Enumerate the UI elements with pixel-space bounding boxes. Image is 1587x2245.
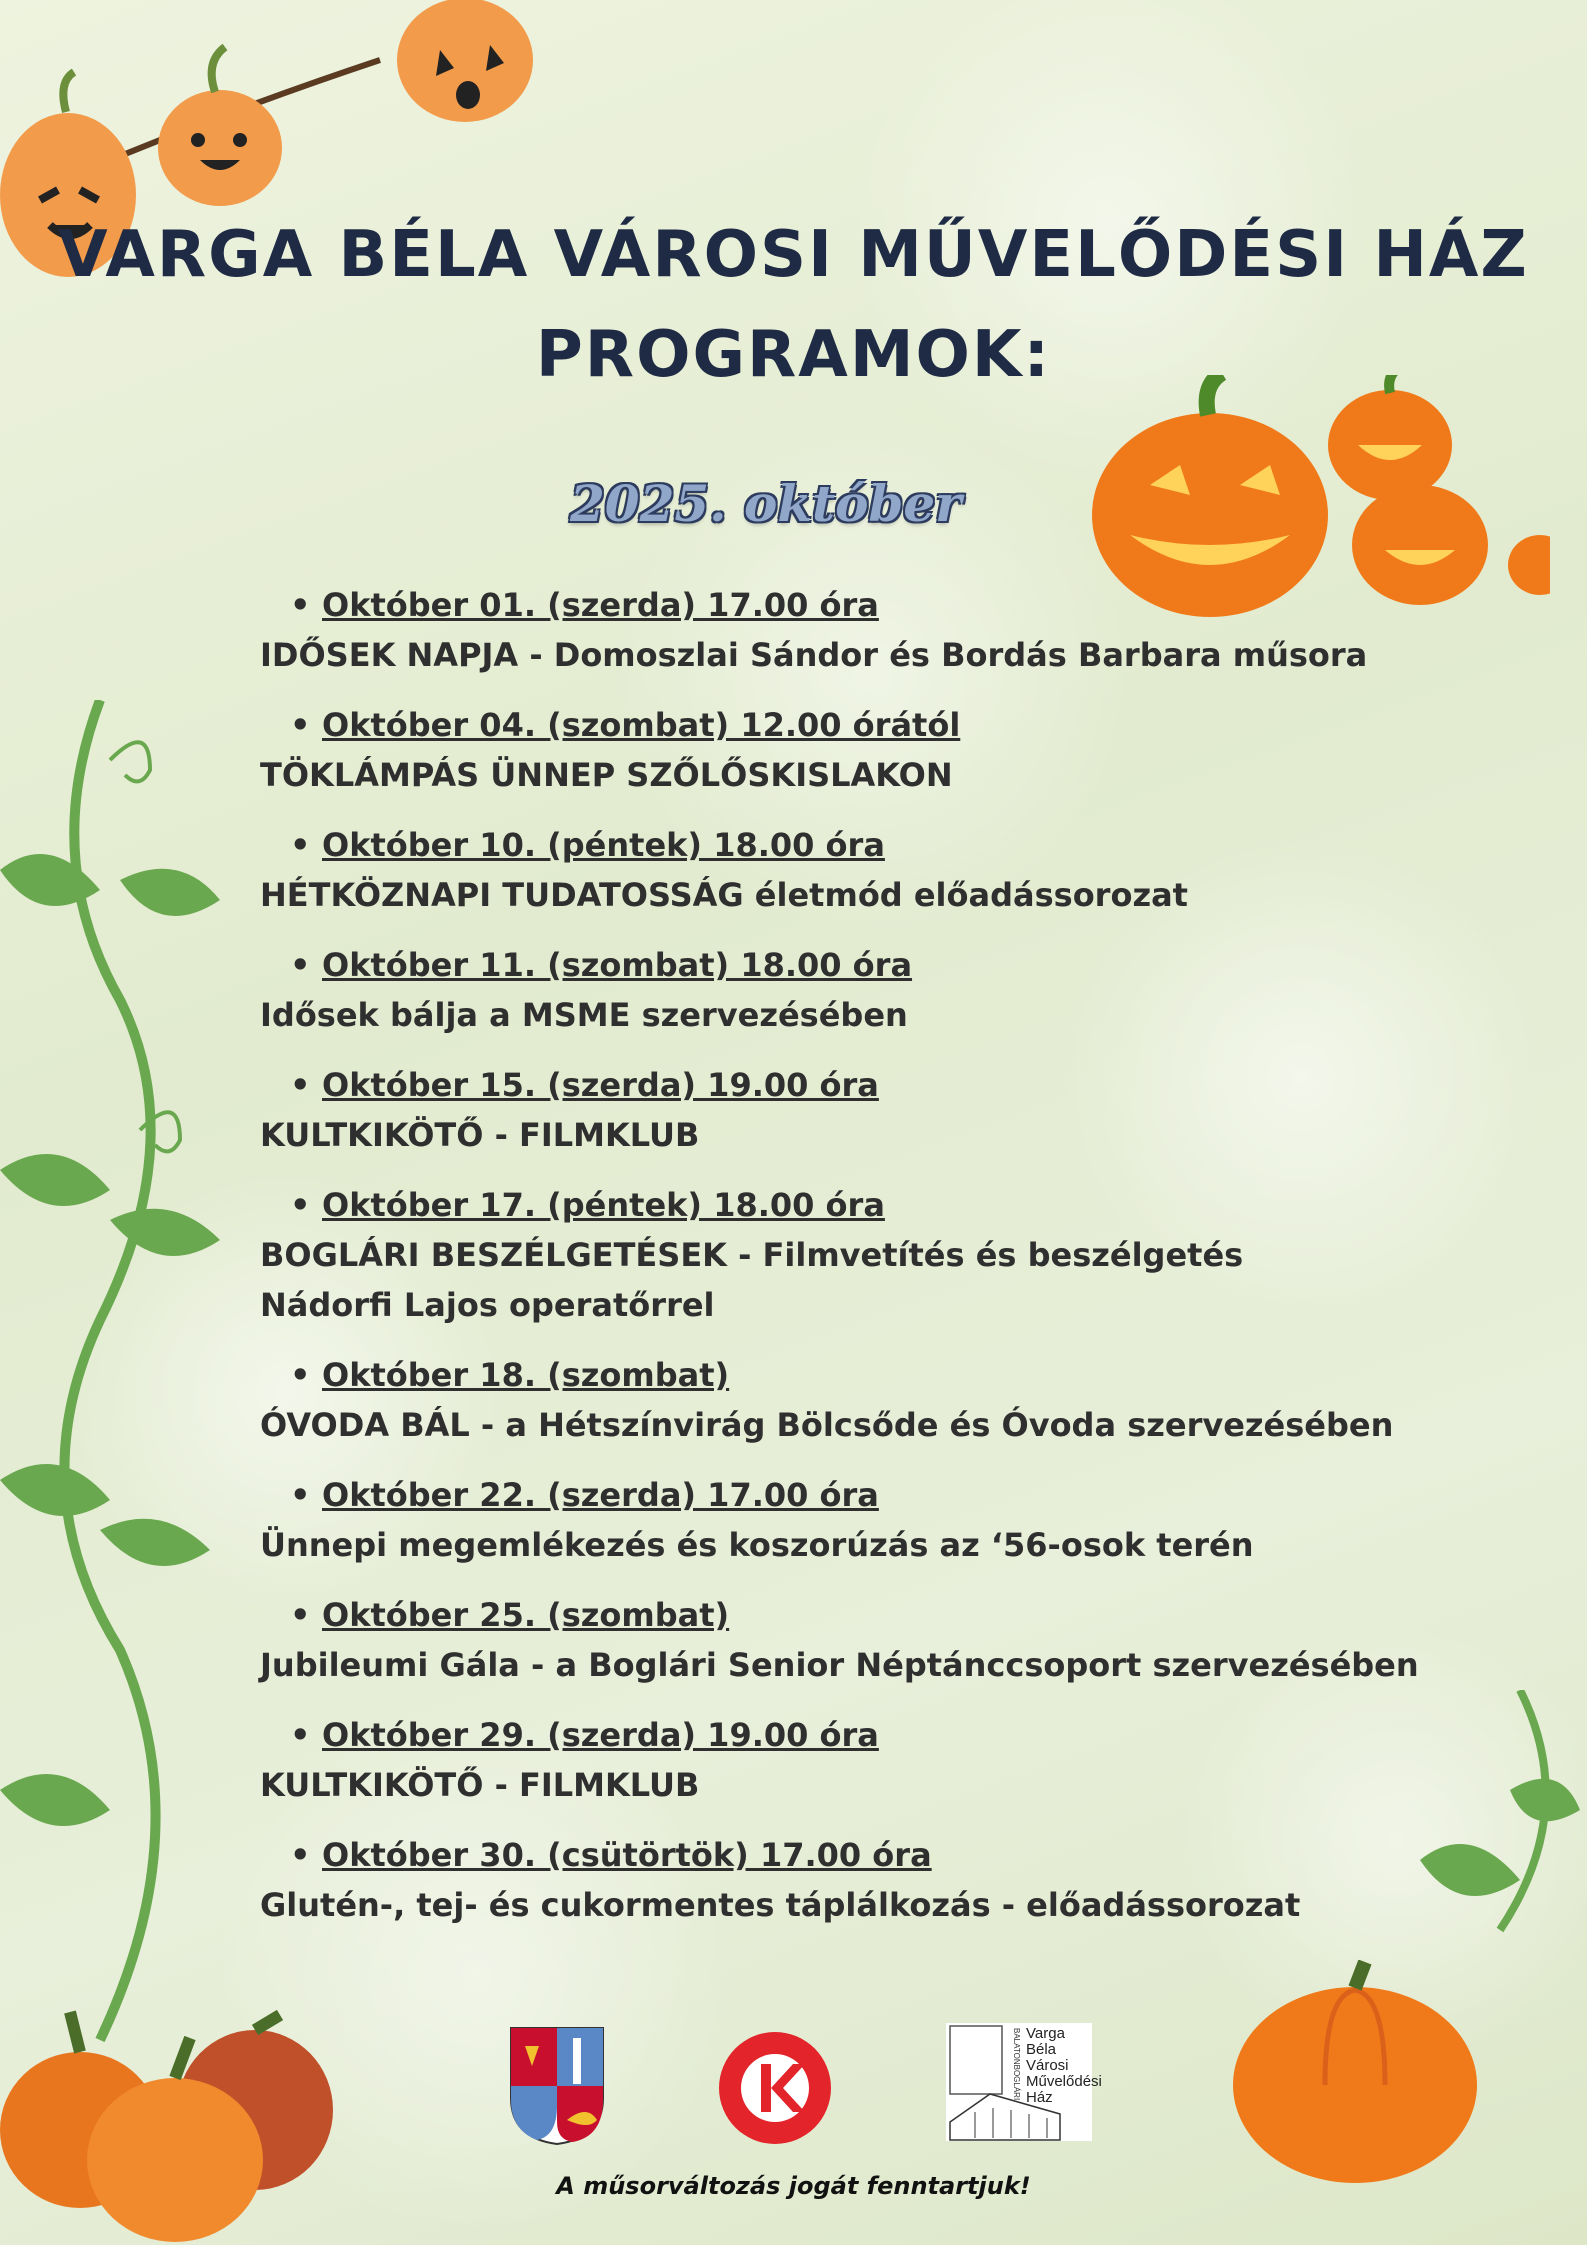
event-date: • Október 04. (szombat) 12.00 órától [322, 700, 1520, 750]
list-item [260, 1350, 1520, 1450]
event-date: • Október 17. (péntek) 18.00 óra [322, 1180, 1520, 1230]
list-item [260, 1470, 1520, 1570]
event-date: • Október 10. (péntek) 18.00 óra [322, 820, 1520, 870]
title-line-2: PROGRAMOK: [535, 318, 1052, 392]
list-item [260, 1590, 1520, 1690]
title-line-1: VARGA BÉLA VÁROSI MŰVELŐDÉSI HÁZ [58, 218, 1529, 292]
event-date: • Október 18. (szombat) [322, 1350, 1520, 1400]
list-item [260, 940, 1520, 1040]
pumpkin-pile-decoration [0, 2010, 340, 2245]
event-description: IDŐSEK NAPJA - Domoszlai Sándor és Bordás Barbara műsora [260, 636, 1368, 674]
event-description: Glutén-, tej- és cukormentes táplálkozás - előadássorozat [260, 1886, 1301, 1924]
coat-of-arms-icon [507, 2024, 607, 2146]
pumpkin-right-decoration [1225, 1960, 1485, 2185]
event-description: Jubileumi Gála - a Boglári Senior Néptánccsoport szervezésében [260, 1646, 1419, 1684]
event-date: • Október 15. (szerda) 19.00 óra [322, 1060, 1520, 1110]
page-title [0, 205, 1587, 405]
event-description: Ünnepi megemlékezés és koszorúzás az ‘56-osok terén [260, 1526, 1254, 1564]
event-date: • Október 29. (szerda) 19.00 óra [322, 1710, 1520, 1760]
event-description: Idősek bálja a MSME szervezésében [260, 996, 908, 1034]
event-description: HÉTKÖZNAPI TUDATOSSÁG életmód előadássorozat [260, 876, 1188, 914]
event-description: KULTKIKÖTŐ - FILMKLUB [260, 1766, 700, 1804]
event-date: • Október 30. (csütörtök) 17.00 óra [322, 1830, 1520, 1880]
vine-left-decoration [0, 700, 260, 2050]
list-item [260, 1060, 1520, 1160]
footer-note: A műsorváltozás jogát fenntartjuk! [556, 2172, 1031, 2200]
event-date: • Október 25. (szombat) [322, 1590, 1520, 1640]
list-item [260, 820, 1520, 920]
month-heading: 2025. október [570, 474, 962, 533]
event-list [260, 580, 1520, 1950]
house-logo-text: Varga Béla Városi Művelődési Ház [1026, 2025, 1102, 2106]
list-item [260, 580, 1520, 680]
list-item [260, 1180, 1520, 1330]
k-logo-icon [717, 2030, 833, 2146]
list-item [260, 1710, 1520, 1810]
event-description: ÓVODA BÁL - a Hétszínvirág Bölcsőde és Óvoda szervezésében [260, 1406, 1394, 1444]
event-description: KULTKIKÖTŐ - FILMKLUB [260, 1116, 700, 1154]
house-logo-vertical-text: BALATONBOGLÁRI [1012, 2028, 1021, 2101]
event-date: • Október 22. (szerda) 17.00 óra [322, 1470, 1520, 1520]
event-description: TÖKLÁMPÁS ÜNNEP SZŐLŐSKISLAKON [260, 756, 953, 794]
event-date: • Október 01. (szerda) 17.00 óra [322, 580, 1520, 630]
list-item [260, 1830, 1520, 1930]
event-description: BOGLÁRI BESZÉLGETÉSEK - Filmvetítés és beszélgetés Nádorfi Lajos operatőrrel [260, 1236, 1244, 1324]
event-date: • Október 11. (szombat) 18.00 óra [322, 940, 1520, 990]
list-item [260, 700, 1520, 800]
